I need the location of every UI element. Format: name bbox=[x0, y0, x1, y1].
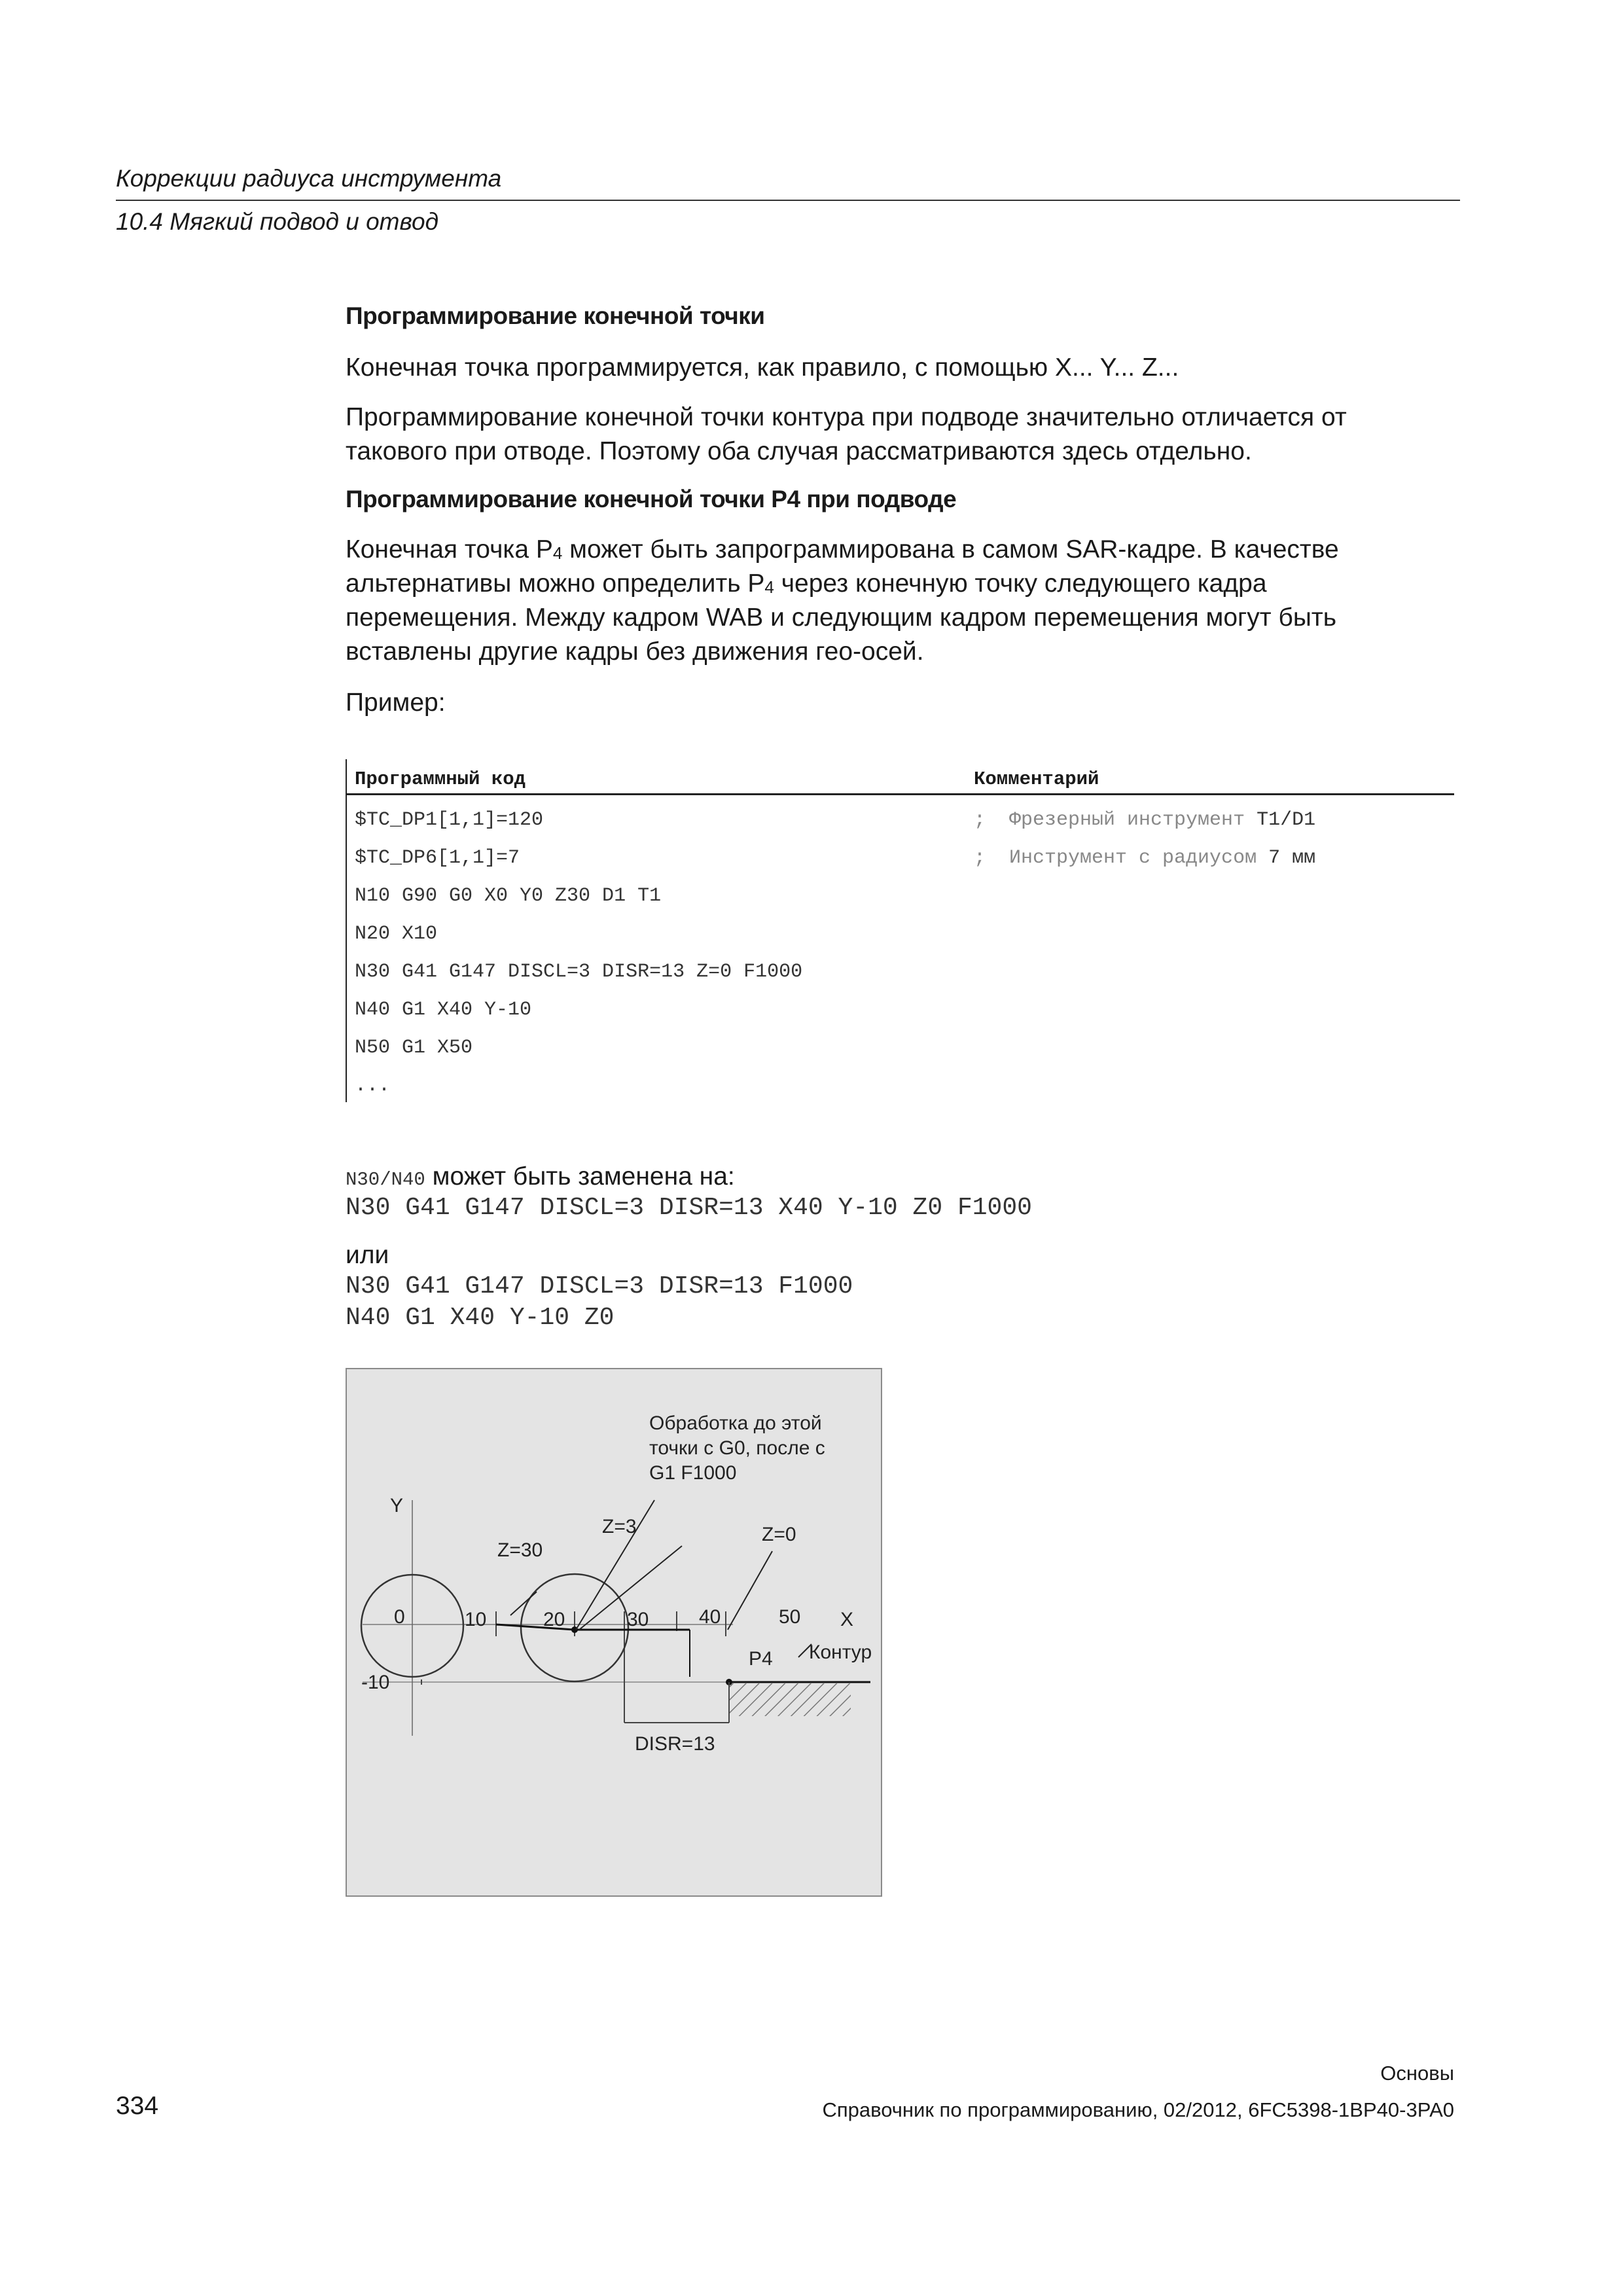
y-axis-label: Y bbox=[390, 1495, 404, 1516]
running-header-chapter: Коррекции радиуса инструмента bbox=[116, 165, 502, 192]
label-z0: Z=0 bbox=[762, 1524, 796, 1545]
tick-label-10: 10 bbox=[465, 1609, 487, 1630]
or-text: или bbox=[346, 1241, 389, 1269]
table-left-rule bbox=[346, 759, 347, 1102]
label-z30: Z=30 bbox=[497, 1539, 543, 1561]
tick-label-50: 50 bbox=[779, 1606, 801, 1628]
alternative-code-2-line1: N30 G41 G147 DISCL=3 DISR=13 F1000 bbox=[346, 1272, 853, 1300]
table-row-code: N50 G1 X50 bbox=[355, 1037, 473, 1059]
x-axis-label: X bbox=[840, 1609, 854, 1630]
column-header-code: Программный код bbox=[355, 768, 526, 790]
column-header-comment: Комментарий bbox=[974, 768, 1099, 790]
tick-label-30: 30 bbox=[627, 1609, 649, 1630]
table-row-code: N10 G90 G0 X0 Y0 Z30 D1 T1 bbox=[355, 885, 662, 907]
note-line-3: G1 F1000 bbox=[649, 1462, 737, 1484]
paragraph-p4-line2: альтернативы можно определить $P_4$ через конечную точку следующего кадра bbox=[346, 569, 1267, 598]
table-row-comment: ; Фрезерный инструмент T1/D1 bbox=[974, 809, 1316, 831]
tick-label-minus10: -10 bbox=[361, 1672, 390, 1693]
label-contour: Контур bbox=[809, 1641, 872, 1663]
table-row-code: ... bbox=[355, 1075, 391, 1097]
note-line-1: Обработка до этой bbox=[649, 1412, 822, 1434]
heading-endpoint-programming: Программирование конечной точки bbox=[346, 302, 765, 329]
label-z3: Z=3 bbox=[602, 1516, 637, 1537]
tick-label-20: 20 bbox=[543, 1609, 565, 1630]
footer-book: Основы bbox=[1380, 2062, 1454, 2085]
table-row-comment: ; Инструмент с радиусом 7 мм bbox=[974, 847, 1316, 869]
table-row-code: $TC_DP6[1,1]=7 bbox=[355, 847, 520, 869]
heading-p4-approach: Программирование конечной точки P4 при подводе bbox=[346, 486, 957, 512]
contour-hatch bbox=[729, 1683, 851, 1716]
program-code-table bbox=[346, 759, 1454, 1102]
header-rule bbox=[116, 200, 1460, 201]
label-disr: DISR=13 bbox=[635, 1733, 715, 1755]
tick-label-0: 0 bbox=[394, 1606, 405, 1628]
tool-path bbox=[496, 1624, 690, 1630]
running-header-section: 10.4 Мягкий подвод и отвод bbox=[116, 208, 439, 235]
paragraph-approach-retract-2: такового при отводе. Поэтому оба случая рассматриваются здесь отдельно. bbox=[346, 437, 1252, 465]
tick-label-40: 40 bbox=[699, 1606, 721, 1628]
replacement-note: N30/N40 может быть заменена на: bbox=[346, 1162, 735, 1191]
label-p4: P4 bbox=[749, 1648, 773, 1670]
table-row-code: N20 X10 bbox=[355, 923, 438, 945]
paragraph-p4-line1: Конечная точка $P_4$ может быть запрограммирована в самом SAR-кадре. В качестве bbox=[346, 535, 1339, 564]
paragraph-endpoint-xyz: Конечная точка программируется, как правило, с помощью X... Y... Z... bbox=[346, 353, 1179, 382]
page-number: 334 bbox=[116, 2092, 159, 2120]
table-row-code: N40 G1 X40 Y-10 bbox=[355, 999, 532, 1021]
paragraph-p4-line3: перемещения. Между кадром WAB и следующим кадром перемещения могут быть bbox=[346, 603, 1337, 632]
alternative-code-1: N30 G41 G147 DISCL=3 DISR=13 X40 Y-10 Z0 F1000 bbox=[346, 1194, 1032, 1222]
leader-z0 bbox=[728, 1551, 772, 1630]
table-row-code: $TC_DP1[1,1]=120 bbox=[355, 809, 544, 831]
footer-reference: Справочник по программированию, 02/2012, 6FC5398-1BP40-3PA0 bbox=[822, 2098, 1454, 2121]
paragraph-p4-line4: вставлены другие кадры без движения гео-осей. bbox=[346, 637, 924, 666]
approach-diagram bbox=[346, 1368, 882, 1897]
example-label: Пример: bbox=[346, 689, 446, 717]
table-row-code: N30 G41 G147 DISCL=3 DISR=13 Z=0 F1000 bbox=[355, 961, 803, 983]
table-header-rule bbox=[346, 793, 1454, 795]
alternative-code-2-line2: N40 G1 X40 Y-10 Z0 bbox=[346, 1304, 615, 1332]
note-line-2: точки с G0, после с bbox=[649, 1437, 825, 1459]
paragraph-approach-retract-1: Программирование конечной точки контура при подводе значительно отличается от bbox=[346, 403, 1347, 431]
